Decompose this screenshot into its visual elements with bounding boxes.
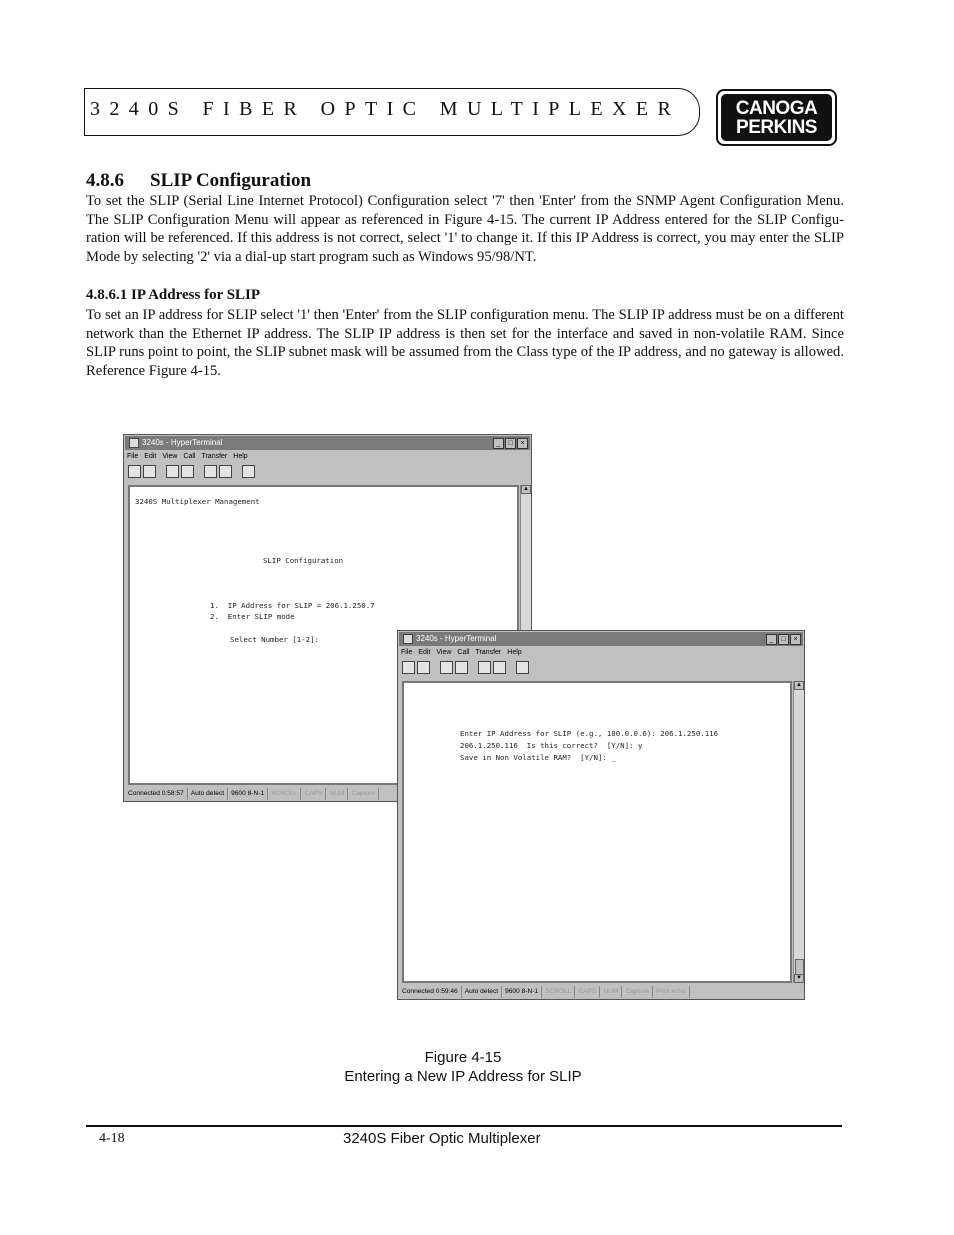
terminal-app-icon — [403, 634, 413, 644]
terminal-line: 1. IP Address for SLIP = 206.1.250.7 — [210, 601, 375, 610]
terminal-line: 2. Enter SLIP mode — [210, 612, 295, 621]
menu-file[interactable]: File — [127, 453, 139, 460]
window-2-statusbar — [399, 986, 803, 998]
section-number: 4.8.6 — [86, 170, 124, 191]
status-scroll: SCROLL — [542, 986, 575, 998]
open-icon[interactable] — [143, 465, 156, 478]
status-settings: 9600 8-N-1 — [228, 788, 268, 800]
footer-rule — [86, 1125, 842, 1127]
status-caps: CAPS — [575, 986, 600, 998]
hyperterminal-window-2[interactable] — [397, 630, 805, 1000]
receive-icon[interactable] — [219, 465, 232, 478]
status-capture: Capture — [622, 986, 652, 998]
terminal-line: Save in Non Volatile RAM? [Y/N]: _ — [460, 753, 616, 762]
status-detect: Auto detect — [462, 986, 502, 998]
minimize-button[interactable]: _ — [766, 634, 777, 645]
status-print-echo: Print echo — [653, 986, 690, 998]
logo-line-2: PERKINS — [736, 116, 817, 138]
menu-edit[interactable]: Edit — [144, 453, 157, 460]
status-num: NUM — [600, 986, 622, 998]
connect-icon[interactable] — [440, 661, 453, 674]
company-logo — [716, 89, 837, 146]
terminal-line: Select Number [1-2]: — [230, 635, 319, 644]
figure-caption: Entering a New IP Address for SLIP — [344, 1068, 582, 1085]
new-icon[interactable] — [128, 465, 141, 478]
menu-view[interactable]: View — [436, 649, 452, 656]
minimize-button[interactable]: _ — [493, 438, 504, 449]
figure-label: Figure 4-15 — [424, 1049, 502, 1066]
properties-icon[interactable] — [242, 465, 255, 478]
logo-line-1: CANOGA — [735, 97, 818, 119]
menu-file[interactable]: File — [401, 649, 413, 656]
window-2-title: 3240s - HyperTerminal — [416, 634, 497, 643]
subsection-heading: 4.8.6.1 IP Address for SLIP — [86, 287, 261, 303]
terminal-app-icon — [129, 438, 139, 448]
disconnect-icon[interactable] — [455, 661, 468, 674]
terminal-line: SLIP Configuration — [263, 556, 344, 565]
menu-transfer[interactable]: Transfer — [201, 453, 228, 460]
footer-title: 3240S Fiber Optic Multiplexer — [343, 1130, 541, 1147]
receive-icon[interactable] — [493, 661, 506, 674]
window-1-menubar — [127, 451, 248, 463]
status-caps: CAPS — [301, 788, 326, 800]
send-icon[interactable] — [204, 465, 217, 478]
menu-view[interactable]: View — [162, 453, 178, 460]
menu-call[interactable]: Call — [457, 649, 470, 656]
window-1-title: 3240s - HyperTerminal — [142, 438, 223, 447]
header-title: 3240S FIBER OPTIC MULTIPLEXER — [90, 98, 681, 120]
window-2-titlebar[interactable] — [399, 632, 803, 646]
window-2-menubar — [401, 647, 522, 659]
close-button[interactable]: × — [790, 634, 801, 645]
scroll-thumb[interactable] — [795, 959, 804, 975]
open-icon[interactable] — [417, 661, 430, 674]
connect-icon[interactable] — [166, 465, 179, 478]
scroll-up-icon[interactable]: ▲ — [521, 485, 531, 494]
status-connected: Connected 0:59:46 — [399, 986, 462, 998]
status-capture: Capture — [348, 788, 378, 800]
terminal-line: Enter IP Address for SLIP (e.g., 180.0.0.6): 206.1.250.116 — [460, 729, 719, 738]
menu-transfer[interactable]: Transfer — [475, 649, 502, 656]
window-1-titlebar[interactable] — [125, 436, 530, 450]
scroll-up-icon[interactable]: ▲ — [794, 681, 804, 690]
menu-help[interactable]: Help — [233, 453, 248, 460]
status-settings: 9600 8-N-1 — [502, 986, 542, 998]
window-2-toolbar — [402, 661, 529, 677]
vertical-scrollbar[interactable] — [793, 681, 804, 983]
send-icon[interactable] — [478, 661, 491, 674]
maximize-button[interactable]: □ — [778, 634, 789, 645]
properties-icon[interactable] — [516, 661, 529, 674]
close-button[interactable]: × — [517, 438, 528, 449]
terminal-line: 3240S Multiplexer Management — [135, 497, 260, 506]
scroll-down-icon[interactable]: ▼ — [794, 974, 804, 983]
status-scroll: SCROLL — [268, 788, 301, 800]
menu-call[interactable]: Call — [183, 453, 196, 460]
section-body: To set the SLIP (Serial Line Internet Protocol) Configuration select '7' then 'Enter' from the SNMP Agent Configuration Menu. The SLIP Configuration Menu will appear as referenced in Figure 4-15. The current IP Address entered for the SLIP Configu-ration will be referenced. If this address is not correct, select '1' to change it. If this IP Address is correct, you may enter the SLIP Mode by selecting '2' via a dial-up start program such as Windows 95/98/NT. — [86, 193, 844, 265]
section-heading — [86, 170, 311, 192]
menu-help[interactable]: Help — [507, 649, 522, 656]
maximize-button[interactable]: □ — [505, 438, 516, 449]
terminal-screen-2[interactable] — [402, 681, 792, 983]
status-detect: Auto detect — [188, 788, 228, 800]
page-number: 4-18 — [99, 1131, 125, 1146]
window-1-toolbar — [128, 465, 255, 481]
terminal-line: 206.1.250.116 Is this correct? [Y/N]: y — [460, 741, 643, 750]
status-connected: Connected 0:58:57 — [125, 788, 188, 800]
disconnect-icon[interactable] — [181, 465, 194, 478]
status-num: NUM — [326, 788, 348, 800]
section-title: SLIP Configuration — [150, 170, 312, 191]
subsection-body: To set an IP address for SLIP select '1' then 'Enter' from the SLIP configuration menu. The SLIP IP address must be on a different network than the Ethernet IP address. The SLIP IP address is then set for the interface and saved in non-volatile RAM. Since SLIP runs point to point, the SLIP subnet mask will be assumed from the Class type of the IP address, and no gateway is allowed. Reference Figure 4-15. — [86, 307, 844, 379]
menu-edit[interactable]: Edit — [418, 649, 431, 656]
new-icon[interactable] — [402, 661, 415, 674]
